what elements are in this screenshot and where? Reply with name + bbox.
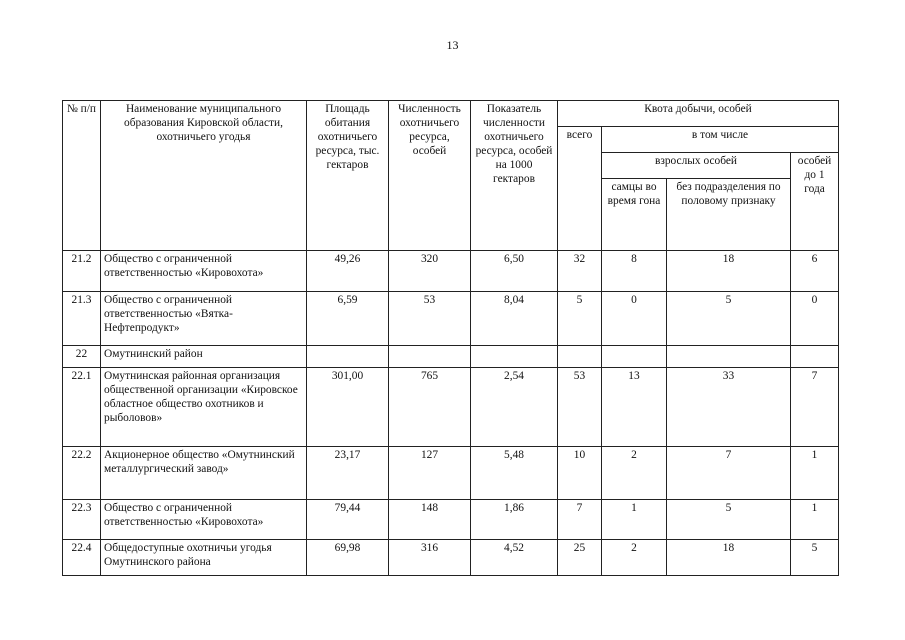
row-num: 22.2 <box>63 447 101 500</box>
row-area: 23,17 <box>307 447 389 500</box>
row-young: 7 <box>791 368 839 447</box>
row-males: 13 <box>602 368 667 447</box>
row-index <box>471 346 558 368</box>
header-num: № п/п <box>63 101 101 251</box>
header-area: Площадь обитания охотничьего ресурса, тыс. гектаров <box>307 101 389 251</box>
header-count: Численность охотничьего ресурса, особей <box>389 101 471 251</box>
row-nosex: 33 <box>667 368 791 447</box>
table-row <box>63 500 839 540</box>
row-num: 22.1 <box>63 368 101 447</box>
row-young: 1 <box>791 447 839 500</box>
row-count: 765 <box>389 368 471 447</box>
header-including: в том числе <box>602 127 839 153</box>
header-adults: взрослых особей <box>602 153 791 179</box>
row-nosex <box>667 346 791 368</box>
row-num: 21.3 <box>63 292 101 346</box>
row-nosex: 7 <box>667 447 791 500</box>
page-number: 13 <box>446 38 459 52</box>
row-area: 79,44 <box>307 500 389 540</box>
row-males: 2 <box>602 447 667 500</box>
row-num: 21.2 <box>63 251 101 292</box>
row-count <box>389 346 471 368</box>
row-index: 1,86 <box>471 500 558 540</box>
table-row <box>63 368 839 447</box>
table-body <box>63 251 839 576</box>
header-name: Наименование муниципального образования Кировской области, охотничьего угодья <box>101 101 307 251</box>
row-total: 5 <box>558 292 602 346</box>
table-row <box>63 540 839 576</box>
quota-table <box>62 100 839 576</box>
row-index: 2,54 <box>471 368 558 447</box>
row-total: 32 <box>558 251 602 292</box>
row-num: 22.4 <box>63 540 101 576</box>
row-index: 5,48 <box>471 447 558 500</box>
row-nosex: 5 <box>667 292 791 346</box>
table-row <box>63 292 839 346</box>
table-header <box>63 101 839 251</box>
table-row <box>63 251 839 292</box>
row-young <box>791 346 839 368</box>
row-total: 10 <box>558 447 602 500</box>
row-count: 127 <box>389 447 471 500</box>
row-total: 53 <box>558 368 602 447</box>
header-total: всего <box>558 127 602 251</box>
header-index: Показатель численности охотничьего ресурса, особей на 1000 гектаров <box>471 101 558 251</box>
row-total: 25 <box>558 540 602 576</box>
row-count: 320 <box>389 251 471 292</box>
header-quota: Квота добычи, особей <box>558 101 839 127</box>
row-name: Общество с ограниченной ответственностью «Кировохота» <box>101 500 307 540</box>
row-area: 301,00 <box>307 368 389 447</box>
row-name: Общедоступные охотничьи угодья Омутнинского района <box>101 540 307 576</box>
row-nosex: 5 <box>667 500 791 540</box>
row-nosex: 18 <box>667 540 791 576</box>
row-young: 1 <box>791 500 839 540</box>
row-young: 5 <box>791 540 839 576</box>
row-area <box>307 346 389 368</box>
row-young: 6 <box>791 251 839 292</box>
row-young: 0 <box>791 292 839 346</box>
row-name: Общество с ограниченной ответственностью «Кировохота» <box>101 251 307 292</box>
row-nosex: 18 <box>667 251 791 292</box>
header-males: самцы во время гона <box>602 179 667 251</box>
row-males: 1 <box>602 500 667 540</box>
row-males <box>602 346 667 368</box>
row-count: 316 <box>389 540 471 576</box>
row-males: 0 <box>602 292 667 346</box>
row-index: 8,04 <box>471 292 558 346</box>
row-count: 148 <box>389 500 471 540</box>
row-males: 8 <box>602 251 667 292</box>
row-area: 6,59 <box>307 292 389 346</box>
row-total: 7 <box>558 500 602 540</box>
row-count: 53 <box>389 292 471 346</box>
row-name: Омутнинский район <box>101 346 307 368</box>
row-males: 2 <box>602 540 667 576</box>
row-total <box>558 346 602 368</box>
row-num: 22 <box>63 346 101 368</box>
table-row <box>63 346 839 368</box>
table-row <box>63 447 839 500</box>
row-index: 4,52 <box>471 540 558 576</box>
header-nosex: без подразделения по половому признаку <box>667 179 791 251</box>
header-young: особей до 1 года <box>791 153 839 251</box>
row-name: Общество с ограниченной ответственностью «Вятка-Нефтепродукт» <box>101 292 307 346</box>
row-num: 22.3 <box>63 500 101 540</box>
row-area: 69,98 <box>307 540 389 576</box>
row-name: Омутнинская районная организация общественной организации «Кировское областное общество охотников и рыболовов» <box>101 368 307 447</box>
row-area: 49,26 <box>307 251 389 292</box>
row-name: Акционерное общество «Омутнинский металлургический завод» <box>101 447 307 500</box>
row-index: 6,50 <box>471 251 558 292</box>
